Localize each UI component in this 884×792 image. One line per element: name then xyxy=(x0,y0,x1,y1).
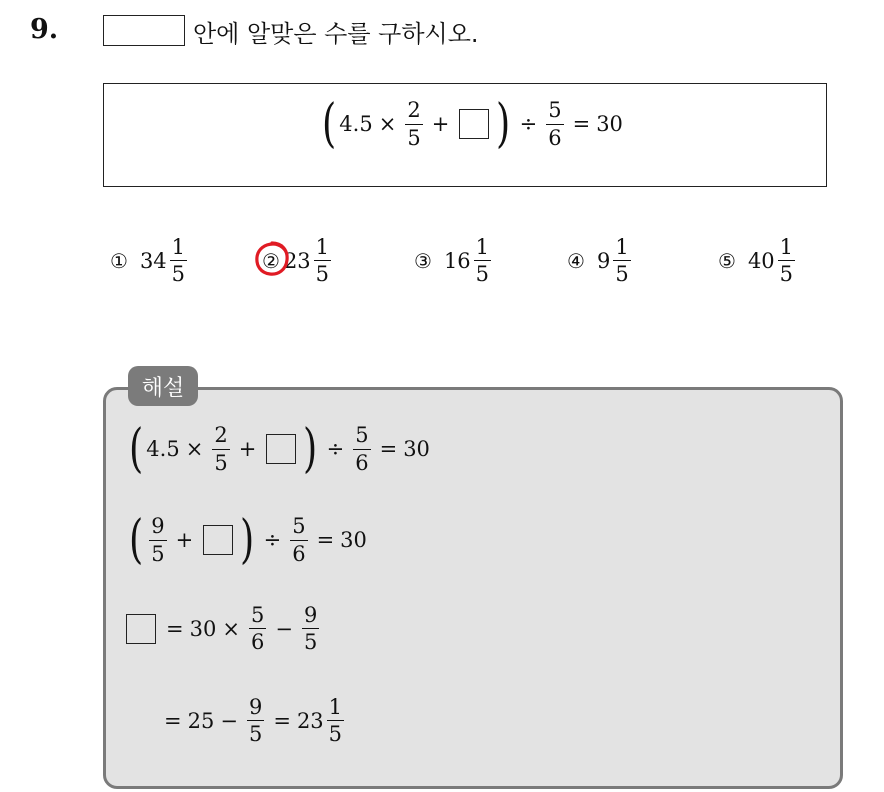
choice-3[interactable] xyxy=(414,236,494,285)
denominator: 6 xyxy=(292,541,306,566)
solution-tag: 해설 xyxy=(128,366,198,406)
choice-fraction xyxy=(474,236,491,285)
times-sign: × xyxy=(185,437,204,461)
unknown-box xyxy=(203,525,233,555)
plus-sign: + xyxy=(175,528,194,552)
choice-2[interactable] xyxy=(262,236,334,285)
choice-whole: 34 xyxy=(139,248,167,273)
close-paren: ) xyxy=(303,419,318,479)
denominator: 6 xyxy=(355,450,369,475)
choice-whole: 16 xyxy=(443,248,471,273)
denominator: 5 xyxy=(475,262,490,287)
value: 30 xyxy=(189,616,217,641)
denominator: 5 xyxy=(315,262,330,287)
denominator: 5 xyxy=(171,262,186,287)
times-sign: × xyxy=(378,112,397,136)
fraction xyxy=(302,604,319,653)
numerator: 1 xyxy=(615,235,629,259)
equation xyxy=(319,94,623,154)
close-paren: ) xyxy=(240,510,255,570)
equals-sign: = xyxy=(166,616,184,641)
choice-fraction xyxy=(170,236,187,285)
decimal-value: 4.5 xyxy=(339,112,373,136)
denominator: 5 xyxy=(328,722,343,747)
choice-fraction xyxy=(778,236,795,285)
numerator: 1 xyxy=(328,695,343,719)
numerator: 9 xyxy=(151,514,165,539)
choice-number: ③ xyxy=(414,248,432,273)
value: 25 xyxy=(187,708,215,733)
denominator: 5 xyxy=(407,125,421,150)
choice-number: ④ xyxy=(567,248,585,273)
numerator: 1 xyxy=(475,235,490,259)
minus-sign: − xyxy=(220,708,238,733)
equals-sign: = xyxy=(572,112,591,136)
choice-whole: 40 xyxy=(747,248,775,273)
question-prompt: 안에 알맞은 수를 구하시오. xyxy=(193,20,479,48)
numerator: 5 xyxy=(355,423,369,448)
equals-sign: = xyxy=(273,708,291,733)
fraction xyxy=(149,515,166,564)
fraction xyxy=(327,696,344,745)
numerator: 1 xyxy=(779,235,794,259)
fraction xyxy=(249,604,266,653)
times-sign: × xyxy=(222,616,240,641)
equation-box xyxy=(103,83,827,187)
open-paren: ( xyxy=(129,510,144,570)
divide-sign: ÷ xyxy=(519,112,538,136)
fraction xyxy=(247,696,264,745)
denominator: 5 xyxy=(779,262,794,287)
rhs-value: 30 xyxy=(340,528,367,552)
mixed-whole: 23 xyxy=(296,708,324,733)
numerator: 1 xyxy=(171,235,186,259)
denominator: 6 xyxy=(250,630,265,655)
choice-number-glyph: ② xyxy=(262,248,280,273)
fraction xyxy=(353,424,370,473)
numerator: 1 xyxy=(315,235,330,259)
rhs-value: 30 xyxy=(403,437,430,461)
unknown-box xyxy=(126,614,156,644)
plus-sign: + xyxy=(238,437,257,461)
fraction xyxy=(290,515,307,564)
numerator: 9 xyxy=(248,695,263,719)
numerator: 5 xyxy=(548,98,562,123)
choice-number: ⑤ xyxy=(718,248,736,273)
denominator: 5 xyxy=(615,262,629,287)
selected-answer-circle-icon xyxy=(253,240,291,278)
divide-sign: ÷ xyxy=(326,437,345,461)
close-paren: ) xyxy=(496,94,511,154)
denominator: 5 xyxy=(303,630,318,655)
equals-sign: = xyxy=(164,708,182,733)
equals-sign: = xyxy=(379,437,398,461)
choice-4[interactable] xyxy=(567,236,634,285)
denominator: 5 xyxy=(248,722,263,747)
fraction xyxy=(212,424,229,473)
choice-whole: 9 xyxy=(596,248,611,273)
choice-number xyxy=(262,249,280,273)
choice-fraction xyxy=(314,236,331,285)
divide-sign: ÷ xyxy=(263,528,282,552)
numerator: 2 xyxy=(214,423,228,448)
open-paren: ( xyxy=(129,419,144,479)
solution-line-4 xyxy=(164,696,347,745)
denominator: 5 xyxy=(214,450,228,475)
answer-blank-box xyxy=(103,15,185,46)
plus-sign: + xyxy=(431,112,450,136)
choice-5[interactable] xyxy=(718,236,798,285)
solution-line-1 xyxy=(126,419,430,479)
choice-number: ① xyxy=(110,248,128,273)
solution-line-3 xyxy=(126,604,322,653)
fraction xyxy=(546,99,563,148)
choice-fraction xyxy=(613,236,630,285)
choice-whole: 23 xyxy=(283,248,311,273)
question-number: 9. xyxy=(30,14,59,45)
open-paren: ( xyxy=(322,94,337,154)
denominator: 5 xyxy=(151,541,165,566)
minus-sign: − xyxy=(275,616,293,641)
denominator: 6 xyxy=(548,125,562,150)
solution-line-2 xyxy=(126,510,367,570)
decimal-value: 4.5 xyxy=(146,437,180,461)
choice-1[interactable] xyxy=(110,236,190,285)
numerator: 2 xyxy=(407,98,421,123)
numerator: 9 xyxy=(303,603,318,627)
equals-sign: = xyxy=(316,528,335,552)
unknown-box xyxy=(459,109,489,139)
rhs-value: 30 xyxy=(596,112,623,136)
numerator: 5 xyxy=(250,603,265,627)
solution-panel xyxy=(103,387,843,789)
fraction xyxy=(405,99,422,148)
numerator: 5 xyxy=(292,514,306,539)
unknown-box xyxy=(266,434,296,464)
